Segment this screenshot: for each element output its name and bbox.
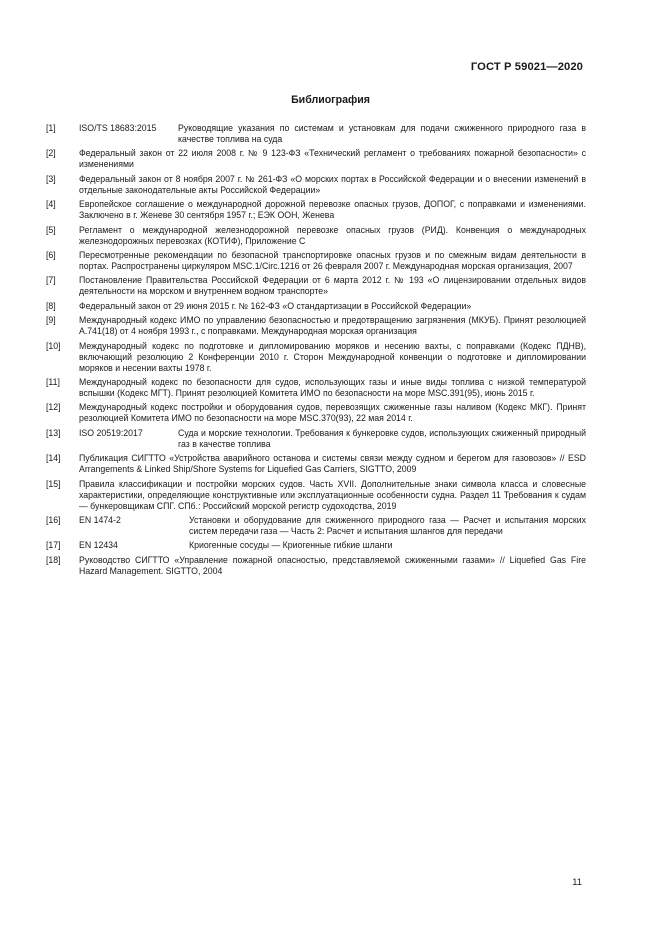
entry-text: Руководство СИГТТО «Управление пожарной опасностью, представляемой сжиженными газами» // Liquefied Gas Fire Hazard Management. SIGTTO, 2004 [79,554,586,576]
bibliography-entry [46,341,586,374]
entry-text: Международный кодекс по подготовке и дипломированию моряков и несению вахты, с поправками (Кодекс ПДНВ), включающий резолюцию 2 Конференции 2010 г. Сторон Международной конвенции о подготовке и дипломировании моряков и несении вахты 1978 г. [79,340,586,373]
bibliography-entry [46,199,586,221]
entry-number: [8] [46,300,56,311]
entry-number: [16] [46,515,61,525]
entry-number: [10] [46,340,61,351]
entry-number: [11] [46,377,60,388]
entry-text: Международный кодекс ИМО по управлению безопасностью и предотвращению загрязнения (МКУБ). Принят резолюцией А.741(18) от 4 ноября 1993 г., с поправками. Международная морская организация [79,315,586,337]
entry-text: Международный кодекс по безопасности для судов, использующих газы и иные виды топлива с низкой температурой вспышки (Кодекс МГТ). Принят резолюцией Комитета ИМО по безопасности на море MSC.391(95), июнь 2015 г. [79,377,586,398]
entry-text: Постановление Правительства Российской Федерации от 6 марта 2012 г. № 193 «О лицензировании отдельных видов деятельности на морском и внутреннем водном транспорте» [79,275,586,297]
bibliography-entry [46,479,586,512]
entry-code: ISO/TS 18683:2015 [79,123,157,133]
standard-code: ГОСТ Р 59021—2020 [470,61,583,73]
entry-number: [1] [46,123,56,133]
entry-number: [4] [46,199,56,210]
entry-number: [5] [46,224,56,235]
entry-text: Европейское соглашение о международной дорожной перевозке опасных грузов, ДОПОГ, с поправками и изменениями. Заключено в г. Женеве 30 сентября 1957 г.; ЕЭК ООН, Женева [79,199,586,221]
entry-number: [17] [46,540,61,551]
entry-text: Регламент о международной железнодорожной перевозке опасных грузов (РИД). Конвенция о международных железнодорожных перевозках (КОТИФ), Приложение С [79,224,586,246]
entry-text: Правила классификации и постройки морских судов. Часть XVII. Дополнительные знаки символа класса и словесные характеристики, определяющие конструктивные или эксплуатационные особенности судна. Раздел 11 Требования к судам — бункеровщикам СПГ. СПб.: Российский морской регистр судоходства, 2019 [79,478,586,511]
bibliography-entry [46,301,586,312]
bibliography-entry [46,123,586,145]
entry-text: Пересмотренные рекомендации по безопасной транспортировке опасных грузов и по смежным видам деятельности в портах. Распространены циркуляром MSC.1/Circ.1216 от 26 февраля 2007 г. Международная морская организация, 2007 [79,250,586,271]
bibliography-entry [46,453,586,475]
entry-code: EN 12434 [79,540,118,551]
entry-text: Международный кодекс постройки и оборудования судов, перевозящих сжиженные газы наливом (Кодекс МКГ). Принят резолюцией Комитета ИМО по безопасности на море MSC.370(93), 22 мая 2014 г. [79,402,586,424]
entry-text: Установки и оборудование для сжиженного природного газа — Расчет и испытания морских систем передачи газа — Часть 2: Расчет и испытания шлангов для передачи [189,515,586,536]
entry-text: Руководящие указания по системам и установкам для подачи сжиженного природного газа в качестве топлива на суда [178,123,586,144]
bibliography-entry [46,225,586,247]
entry-text: Публикация СИГТТО «Устройства аварийного останова и системы связи между судном и берегом для газовозов» // ESD Arrangements & Linked Ship/Shore Systems for Liquefied Gas Carriers, SIGTTO, 2009 [79,453,586,475]
entry-number: [6] [46,250,56,261]
entry-text: Федеральный закон от 22 июля 2008 г. № 9 123-ФЗ «Технический регламент о требованиях пожарной безопасности» с изменениями [79,148,586,170]
entry-number: [18] [46,554,61,565]
entry-number: [14] [46,453,61,464]
bibliography-entry [46,515,586,537]
entry-number: [12] [46,402,61,413]
bibliography-entry [46,402,586,424]
page-title: Библиография [291,94,370,106]
bibliography-entry [46,377,586,399]
entry-code: EN 1474-2 [79,515,121,525]
page-number: 11 [572,876,582,887]
bibliography-entry [46,555,586,577]
bibliography-entry [46,275,586,297]
entry-number: [3] [46,173,56,184]
bibliography-entry [46,174,586,196]
entry-text: Криогенные сосуды — Криогенные гибкие шланги [189,540,393,551]
entry-number: [15] [46,478,61,489]
entry-number: [2] [46,148,56,159]
bibliography-list [46,123,586,580]
entry-code: ISO 20519:2017 [79,427,143,438]
entry-text: Федеральный закон от 8 ноября 2007 г. № 261-ФЗ «О морских портах в Российской Федерации и о внесении изменений в отдельные законодательные акты Российской Федерации» [79,173,586,195]
entry-number: [9] [46,315,56,326]
entry-text: Федеральный закон от 29 июня 2015 г. № 162-ФЗ «О стандартизации в Российской Федерации» [79,300,472,311]
entry-number: [13] [46,427,61,438]
bibliography-entry [46,315,586,337]
bibliography-entry [46,148,586,170]
entry-text: Суда и морские технологии. Требования к бункеровке судов, использующих сжиженный природный газ в качестве топлива [178,427,586,449]
entry-number: [7] [46,275,56,286]
bibliography-entry [46,250,586,272]
bibliography-entry [46,428,586,450]
bibliography-entry [46,540,586,551]
